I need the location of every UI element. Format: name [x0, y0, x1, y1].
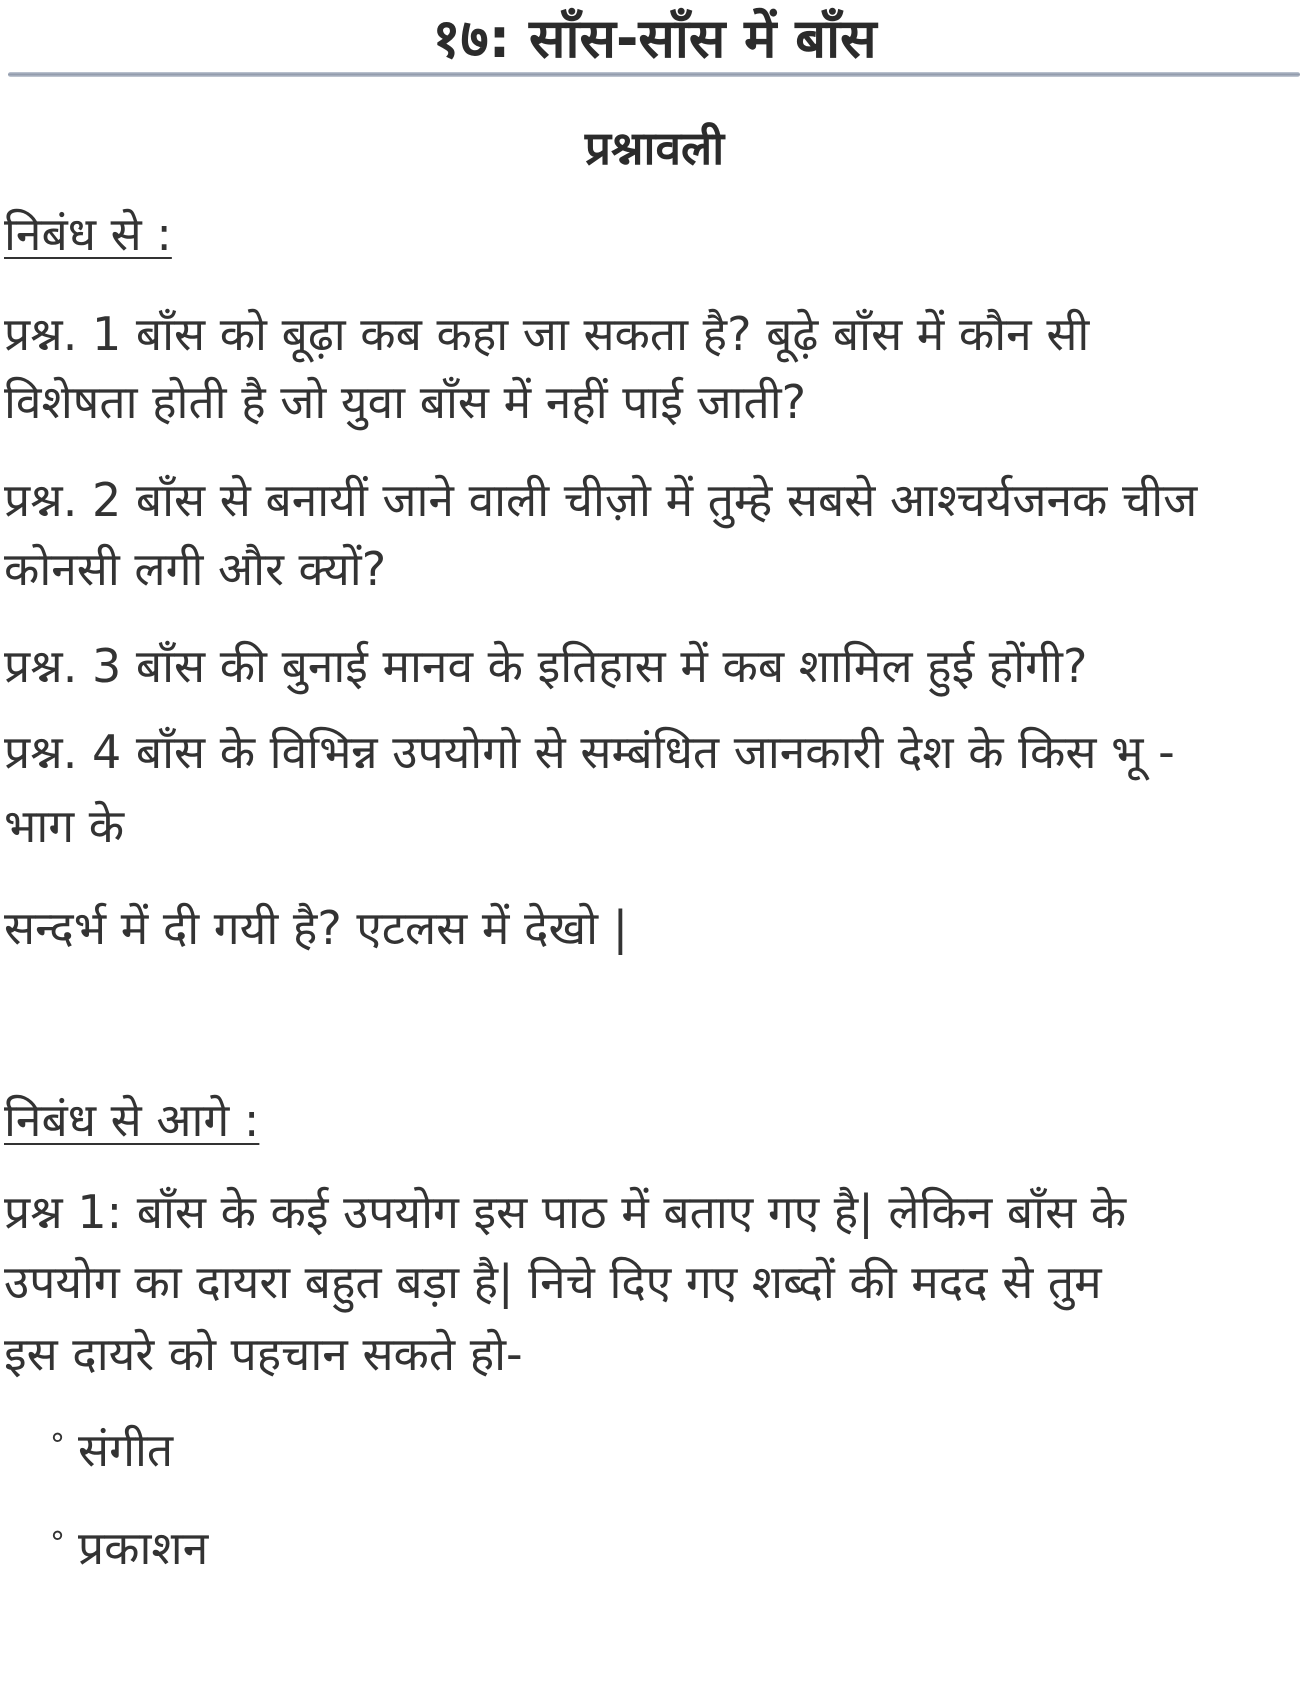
- question-2-line-1: प्रश्न. 2 बाँस से बनायीं जाने वाली चीज़ो में तुम्हे सबसे आश्चर्यजनक चीज: [4, 473, 1198, 527]
- question-1-line-2: विशेषता होती है जो युवा बाँस में नहीं पाई जाती?: [4, 375, 807, 429]
- question-1-line-1: प्रश्न. 1 बाँस को बूढ़ा कब कहा जा सकता है? बूढ़े बाँस में कौन सी: [4, 307, 1090, 361]
- question-4-line-2: भाग के: [4, 799, 125, 853]
- section-heading-nibandh-se-aage: निबंध से आगे :: [4, 1093, 260, 1147]
- section2-question-1-line-2: उपयोग का दायरा बहुत बड़ा है| निचे दिए गए शब्दों की मदद से तुम: [4, 1255, 1102, 1309]
- list-item-sangeet: [50, 1418, 173, 1482]
- section2-question-1-line-1: प्रश्न 1: बाँस के कई उपयोग इस पाठ में बताए गए है| लेकिन बाँस के: [4, 1185, 1127, 1239]
- question-3-line-1: प्रश्न. 3 बाँस की बुनाई मानव के इतिहास में कब शामिल हुई होंगी?: [4, 639, 1088, 693]
- list-item-label: प्रकाशन: [78, 1521, 209, 1575]
- question-2-line-2: कोनसी लगी और क्यों?: [4, 542, 387, 596]
- bullet-circle-icon: °: [50, 1526, 65, 1561]
- title-divider: [8, 72, 1300, 77]
- list-item-label: संगीत: [78, 1423, 174, 1477]
- chapter-title: १७: साँस-साँस में बाँस: [432, 7, 877, 70]
- section-heading-nibandh-se: निबंध से :: [4, 207, 172, 261]
- section2-question-1-line-3: इस दायरे को पहचान सकते हो-: [4, 1327, 523, 1381]
- question-4-line-1: प्रश्न. 4 बाँस के विभिन्न उपयोगो से सम्बंधित जानकारी देश के किस भू -: [4, 725, 1175, 779]
- bullet-circle-icon: °: [50, 1428, 65, 1463]
- question-4-line-3: सन्दर्भ में दी गयी है? एटलस में देखो |: [4, 901, 629, 955]
- exercise-title: प्रश्नावली: [584, 121, 725, 175]
- list-item-prakashan: [50, 1516, 208, 1580]
